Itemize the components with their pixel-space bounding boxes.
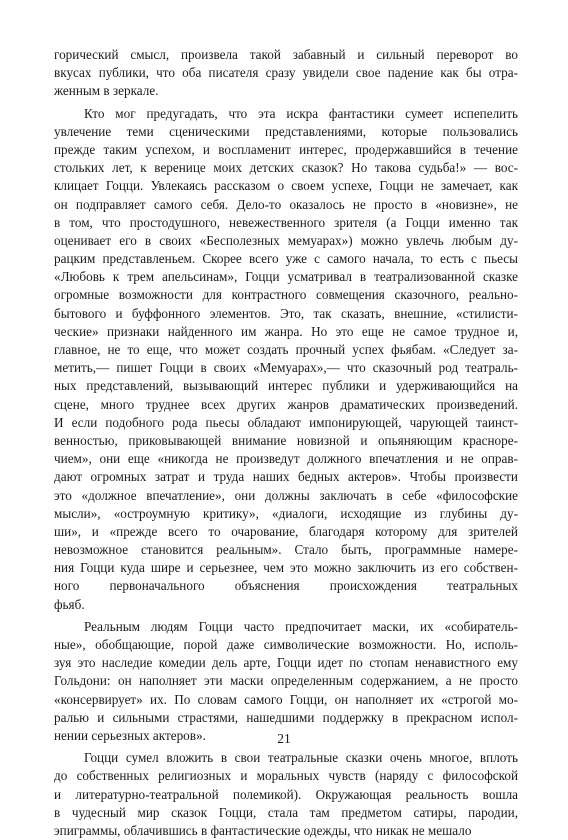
text-line: Реальным людям Гоцци часто предпочитает маски, их «собиратель- [84, 618, 518, 634]
text-line: увлечение теми сценическими представлениями, которые пользовались [54, 123, 518, 139]
text-line: сцене, много труднее всех других жанров драматических произведений. [54, 396, 518, 412]
text-line: метить,— пишет Гоцци в своих «Мемуарах»,— что сказочный род театраль- [54, 360, 518, 376]
text-line: в том, что простодушного, невежественного зрителя (а Гоцци именно так [54, 214, 518, 230]
text-line: клицает Гоцци. Увлекаясь рассказом о своем успехе, Гоцци не замечает, как [54, 178, 518, 194]
text-line: эпиграммы, облачившись в фантастические одежды, что никак не мешало [54, 822, 472, 838]
text-line: Гоцци сумел вложить в свои театральные сказки очень многое, вплоть [84, 750, 518, 766]
paragraph [54, 618, 518, 745]
text-line: ния Гоцци куда шире и серьезнее, чем это можно заключить из его собствен- [54, 560, 518, 576]
text-line: ного первоначального объяснения происхождения театральных [54, 578, 518, 594]
text-line: И если подобного рода пьесы обладают импонирующей, чарующей таинст- [54, 414, 518, 430]
text-line: ческие» признаки найденного им жанра. Но это еще не самое трудное и, [54, 323, 518, 339]
text-line: это «должное впечатление», они должны заключать в себе «философские [54, 487, 518, 503]
text-line: венностью, приковывающей внимание новизной и опьяняющим красноре- [54, 432, 518, 448]
text-line: ные», обобщающие, порой даже символические возможности. Но, исполь- [54, 637, 518, 652]
page-number: 21 [277, 731, 291, 746]
paragraph [54, 105, 518, 614]
text-line: фьяб. [54, 596, 85, 612]
paragraph [54, 749, 518, 840]
text-line: зуя это наследие комедии дель арте, Гоцци идет по стопам ненавистного ему [54, 655, 518, 671]
text-line: огромные возможности для контрастного совмещения сказочного, реально- [54, 287, 518, 303]
text-line: Гольдони: он наполняет эти маски определенным содержанием, а не просто [54, 673, 518, 689]
text-line: «консервирует» их. По словам самого Гоцци, он наполняет их «строгой мо- [54, 691, 518, 707]
text-line: до собственных религиозных и моральных чувств (наряду с философской [54, 768, 518, 784]
text-line: рацким представленьем. Скорее всего уже с самого начала, то есть с пьесы [54, 251, 518, 267]
text-line: горический смысл, произвела такой забавный и сильный переворот во [54, 47, 518, 62]
text-line: и литературно-театральной полемикой). Окружающая реальность вошла [54, 786, 518, 802]
text-line: он подправляет самого себя. Дело-то оказалось не просто в «новизне», не [54, 196, 518, 212]
text-line: чием», они еще «никогда не произведут должного впечатления и не оправ- [54, 451, 518, 467]
text-line: дают огромных затрат и труда наших бедных актеров». Чтобы произвести [54, 469, 518, 485]
paragraph [54, 46, 518, 101]
text-line: стольких лет, к веренице моих детских сказок? Но такова судьба!» — вос- [54, 160, 518, 176]
page-body-text [54, 46, 518, 840]
text-line: ных представлений, вызывающий интерес публики и удерживающийся на [54, 378, 518, 394]
text-line: главное, не то еще, что может создать прочный успех фьябам. «Следует за- [54, 342, 518, 357]
text-line: вкусах публики, что оба писателя сразу увидели свое падение как бы отра- [54, 65, 518, 81]
text-line: нении серьезных актеров». [54, 727, 206, 743]
text-line: ралью и сильными страстями, нашедшими поддержку в прекрасном испол- [54, 709, 518, 725]
text-line: мысли», «остроумную критику», «диалоги, исходящие из глубины ду- [54, 505, 518, 521]
text-line: Кто мог предугадать, что эта искра фантастики сумеет испепелить [84, 105, 518, 121]
text-line: бытового и буффонного элементов. Это, так сказать, внешние, «стилисти- [54, 305, 518, 321]
text-line: «Любовь к трем апельсинам», Гоцци усматривал в театрализованной сказке [54, 269, 518, 285]
text-line: невозможное становится реальным». Стало быть, программные намере- [54, 542, 518, 558]
text-line: оценивает его в своих «Бесполезных мемуарах») можно увлечь любым ду- [54, 232, 518, 248]
text-line: ши», и «прежде всего то очарование, благодаря которому для зрителей [54, 523, 518, 539]
text-line: женным в зеркале. [54, 83, 159, 99]
text-line: в чудесный мир сказок Гоцци, стала там предметом сатиры, пародии, [54, 804, 518, 820]
text-line: прежде таким успехом, и воспламенит интерес, продержавшийся в течение [54, 141, 518, 157]
